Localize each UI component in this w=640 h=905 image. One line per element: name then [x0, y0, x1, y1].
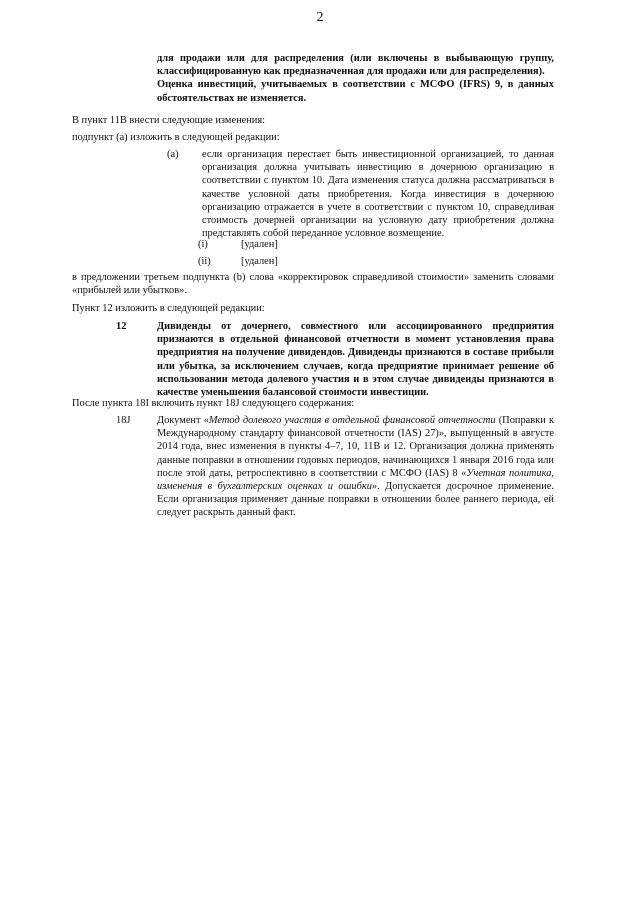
item-i-label: (i)	[198, 239, 208, 250]
p18j-text-part1: Документ «	[157, 415, 209, 426]
item-a-label: (a)	[167, 149, 179, 160]
continued-paragraph	[157, 52, 554, 105]
subparagraph-b-text: в предложении третьем подпункта (b) слова «корректировок справедливой стоимости» заменить словами «прибылей или убытков».	[72, 272, 554, 297]
paragraph-18j-label: 18J	[116, 415, 131, 426]
item-i-text: [удален]	[241, 239, 278, 250]
paragraph-12-text: Дивиденды от дочернего, совместного или ассоциированного предприятия признаются в отдельной финансовой отчетности в момент установления права предприятия на получение дивидендов. Дивиденды признаются в составе прибыли или убытка, за исключением случаев, когда предприятие принимает решение об использовании метода долевого участия и в этом случае дивиденды признаются в качестве уменьшения балансовой стоимости инвестиции.	[157, 321, 554, 399]
p18j-italic-title-2: Учетная политика, изменения в бухгалтерских оценках и ошибки	[157, 467, 555, 493]
item-ii-text: [удален]	[241, 256, 278, 267]
paragraph-11b-intro: В пункт 11В внести следующие изменения:	[72, 115, 266, 126]
continued-text: для продажи или для распределения (или включены в выбывающую группу, классифицированную как предназначенная для продажи или для распределения).	[157, 53, 554, 78]
p18j-italic-title-1: Метод долевого участия в отдельной финансовой отчетности	[208, 415, 496, 426]
measurement-note: Оценка инвестиций, учитываемых в соответствии с МСФО (IFRS) 9, в данных обстоятельствах не изменяется.	[157, 79, 554, 104]
paragraph-18j-intro: После пункта 18I включить пункт 18J следующего содержания:	[72, 398, 355, 409]
item-ii-label: (ii)	[198, 256, 211, 267]
page-number: 2	[316, 10, 324, 25]
subparagraph-a-intro: подпункт (a) изложить в следующей редакции:	[72, 132, 280, 143]
paragraph-18j-text	[157, 414, 554, 520]
p18j-text-part3: ». Допускается досрочное применение. Если организация применяет данные поправки в отношении более раннего периода, ей следует раскрыть данный факт.	[157, 481, 554, 519]
p18j-text-part2: (Поправки к Международному стандарту финансовой отчетности (IAS) 27)», выпущенный в августе 2014 года, внес изменения в пункты 4–7, 10, 11В и 12. Организация должна применять данные поправки в отношении годовых периодов, начинающихся 1 января 2016 года или после этой даты, ретроспективно в соответствии с МСФО (IAS) 8 «	[157, 415, 554, 479]
paragraph-12-label: 12	[116, 321, 127, 332]
paragraph-12-intro: Пункт 12 изложить в следующей редакции:	[72, 303, 265, 314]
item-a-text: если организация перестает быть инвестиционной организацией, то данная организация должна учитывать инвестицию в дочернюю организацию в соответствии с пунктом 10. Дата изменения статуса должна рассматриваться в качестве условной даты приобретения. Когда инвестиция в дочернюю организацию отражается в учете в соответствии с пунктом 10, справедливая стоимость дочерней организации на условную дату приобретения должна представлять собой переданное условное возмещение.	[202, 149, 554, 240]
